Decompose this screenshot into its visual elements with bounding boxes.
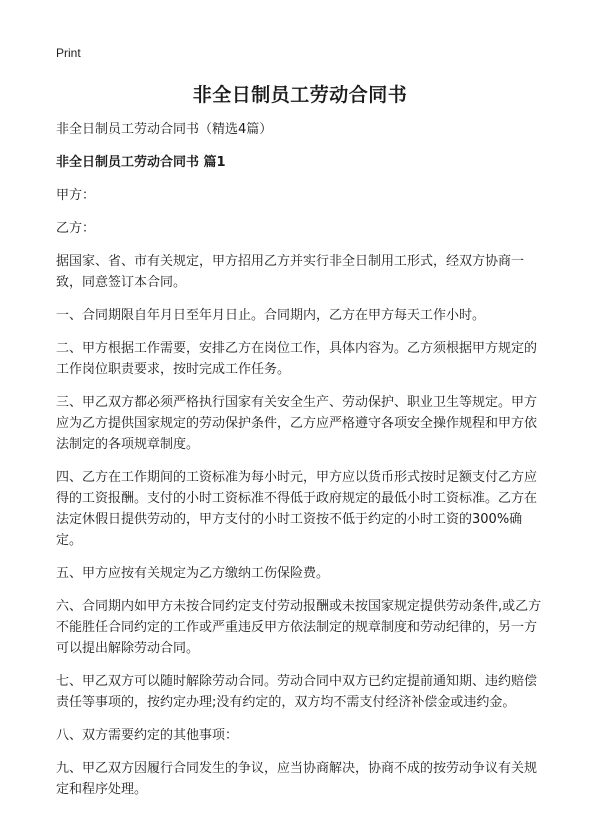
print-link[interactable]: Print (56, 46, 81, 60)
clause-4: 四、乙方在工作期间的工资标准为每小时元，甲方应以货币形式按时足额支付乙方应得的工资报酬。支付的小时工资标准不得低于政府规定的最低小时工资标准。乙方在法定休假日提供劳动的，甲方支付的小时工资按不低于约定的小时工资的300%确定。 (56, 470, 538, 548)
clause-1: 一、合同期限自年月日至年月日止。合同期内，乙方在甲方每天工作小时。 (56, 308, 486, 323)
document-body (56, 119, 548, 812)
clause-9: 九、甲乙双方因履行合同发生的争议，应当协商解决，协商不成的按劳动争议有关规定和程序处理。 (56, 761, 538, 797)
document-subtitle: 非全日制员工劳动合同书（精选4篇） (56, 122, 273, 137)
clause-6: 六、合同期内如甲方未按合同约定支付劳动报酬或未按国家规定提供劳动条件,或乙方不能胜任合同约定的工作或严重违反甲方依法制定的规章制度和劳动纪律的，另一方可以提出解除劳动合同。 (56, 599, 542, 656)
document-title: 非全日制员工劳动合同书 (192, 84, 408, 106)
clause-3: 三、甲乙双方都必须严格执行国家有关安全生产、劳动保护、职业卫生等规定。甲方应为乙方提供国家规定的劳动保护条件，乙方应严格遵守各项安全操作规程和甲方依法制定的各项规章制度。 (56, 395, 538, 452)
party-a-label: 甲方： (56, 188, 96, 203)
clause-5: 五、甲方应按有关规定为乙方缴纳工伤保险费。 (56, 566, 330, 581)
party-b-label: 乙方： (56, 221, 96, 236)
clause-2: 二、甲方根据工作需要，安排乙方在岗位工作，具体内容为。乙方须根据甲方规定的工作岗位职责要求，按时完成工作任务。 (56, 341, 538, 377)
clause-8: 八、双方需要约定的其他事项： (56, 728, 239, 743)
section-heading: 非全日制员工劳动合同书 篇1 (56, 155, 226, 170)
intro-paragraph: 据国家、省、市有关规定，甲方招用乙方并实行非全日制用工形式，经双方协商一致，同意签订本合同。 (56, 254, 525, 290)
clause-7: 七、甲乙双方可以随时解除劳动合同。劳动合同中双方已约定提前通知期、违约赔偿责任等事项的，按约定办理;没有约定的，双方均不需支付经济补偿金或违约金。 (56, 674, 538, 710)
